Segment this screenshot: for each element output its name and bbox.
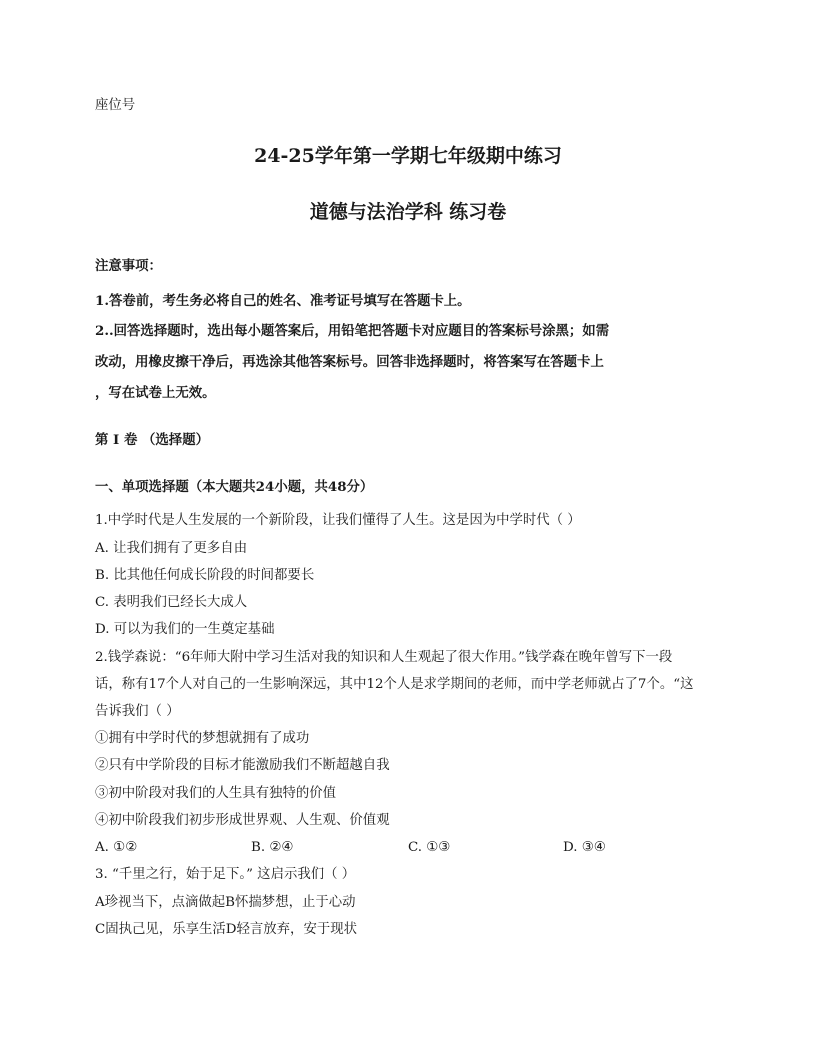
option-a: A. ①② bbox=[95, 840, 138, 855]
question-stem: 3. “千里之行，始于足下。” 这启示我们（ ） bbox=[95, 867, 356, 882]
option-a: A. 让我们拥有了更多自由 bbox=[95, 541, 248, 556]
option-b: B. 比其他任何成长阶段的时间都要长 bbox=[95, 568, 315, 583]
option-c: C. 表明我们已经长大成人 bbox=[95, 595, 248, 610]
question-stem-line-2: 话，称有17个人对自己的一生影响深远，其中12个人是求学期间的老师，而中学老师就占了7个。“这 bbox=[95, 677, 694, 692]
option-b: B. ②④ bbox=[251, 840, 294, 855]
option-c: C. ①③ bbox=[408, 840, 451, 855]
statement-1: ①拥有中学时代的梦想就拥有了成功 bbox=[95, 731, 310, 746]
statement-2: ②只有中学阶段的目标才能激励我们不断超越自我 bbox=[95, 758, 390, 773]
part-heading: 第 Ⅰ 卷 （选择题） bbox=[95, 432, 209, 448]
exam-title: 24-25学年第一学期七年级期中练习 bbox=[254, 145, 562, 167]
statement-3: ③初中阶段对我们的人生具有独特的价值 bbox=[95, 786, 337, 801]
notice-heading: 注意事项： bbox=[95, 258, 162, 274]
exam-subtitle: 道德与法治学科 练习卷 bbox=[309, 201, 507, 223]
question-stem: 1.中学时代是人生发展的一个新阶段，让我们懂得了人生。这是因为中学时代（ ） bbox=[95, 513, 581, 528]
notice-item-2-line-3: ，写在试卷上无效。 bbox=[95, 385, 216, 401]
options-c-d: C固执己见，乐享生活D轻言放弃，安于现状 bbox=[95, 922, 358, 937]
notice-item-2-line-1: 2..回答选择题时，选出每小题答案后，用铅笔把答题卡对应题目的答案标号涂黑；如需 bbox=[95, 323, 610, 339]
question-stem-line-3: 告诉我们（ ） bbox=[95, 704, 180, 719]
statement-4: ④初中阶段我们初步形成世界观、人生观、价值观 bbox=[95, 813, 390, 828]
seat-number-label: 座位号 bbox=[95, 98, 136, 113]
section-heading: 一、单项选择题（本大题共24小题，共48分） bbox=[95, 479, 374, 495]
options-a-b: A珍视当下，点滴做起B怀揣梦想，止于心动 bbox=[95, 895, 356, 910]
option-d: D. ③④ bbox=[563, 840, 606, 855]
option-d: D. 可以为我们的一生奠定基础 bbox=[95, 622, 275, 637]
question-stem-line-1: 2.钱学森说：“6年师大附中学习生活对我的知识和人生观起了很大作用。”钱学森在晚年曾写下一段 bbox=[95, 650, 673, 665]
notice-item-2-line-2: 改动，用橡皮擦干净后，再选涂其他答案标号。回答非选择题时，将答案写在答题卡上 bbox=[95, 354, 604, 370]
notice-item-1: 1.答卷前，考生务必将自己的姓名、准考证号填写在答题卡上。 bbox=[95, 293, 471, 309]
